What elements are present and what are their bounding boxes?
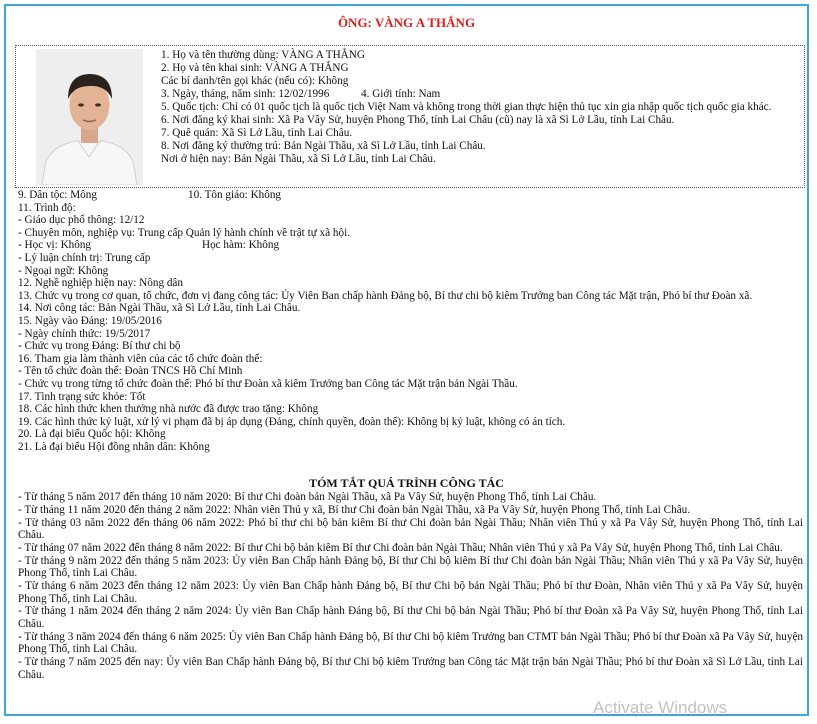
info-common-name: 1. Họ và tên thường dùng: VÀNG A THẮNG	[161, 49, 365, 61]
ethnicity: 9. Dân tộc: Mông	[18, 189, 97, 201]
page-title: ÔNG: VÀNG A THẮNG	[337, 15, 476, 30]
current-position: 13. Chức vụ trong cơ quan, tổ chức, đơn vị đang công tác: Ủy Viên Ban chấp hành Đảng bộ, Bí thư chi bộ kiêm Trưởng ban Công tác Mặt trận, Phó bí thư Đoàn xã.	[18, 289, 753, 302]
work-history-title: TÓM TẮT QUÁ TRÌNH CÔNG TÁC	[309, 476, 504, 490]
workplace: 14. Nơi công tác: Bản Ngài Thầu, xã Sì Lở Lầu, tỉnh Lai Châu.	[18, 302, 301, 315]
info-permanent-residence: 8. Nơi đăng ký thường trú: Bản Ngài Thầu, xã Sì Lở Lầu, tỉnh Lai Châu.	[161, 140, 486, 152]
work-history-item: - Từ tháng 1 năm 2024 đến tháng 2 năm 2024: Ủy viên Ban Chấp hành Đảng bộ, Bí thư Chi bộ bản Ngài Thầu; Phó bí thư Đoàn xã Pa Vây Sử, huyện Phong Thổ, tỉnh Lai Châu.	[18, 605, 803, 631]
work-history-item: - Từ tháng 7 năm 2025 đến nay: Ủy viên Ban Chấp hành Đảng bộ, Bí thư Chi bộ kiêm Trưởng ban Công tác Mặt trận bản Ngài Thầu; Phó bí thư Đoàn xã Sì Lở Lầu, tỉnh Lai Châu.	[18, 656, 803, 681]
organizations-heading: 16. Tham gia làm thành viên của các tổ chức đoàn thể:	[18, 352, 263, 365]
work-history-item: - Từ tháng 6 năm 2023 đến tháng 12 năm 2023: Ủy viên Ban Chấp hành Đảng bộ, Bí thư Chi bộ bản Ngài Thầu; Phó bí thư Đoàn, Nhân viên Thú y xã Pa Vây Sử, huyện Phong Thổ, tỉnh Lai Châu.	[18, 580, 803, 605]
education-heading: 11. Trình độ:	[18, 201, 76, 214]
info-hometown: 7. Quê quán: Xã Sì Lở Lầu, tỉnh Lai Châu.	[161, 127, 353, 139]
national-assembly-delegate: 20. Là đại biểu Quốc hội: Không	[18, 428, 166, 441]
info-birth-name: 2. Họ và tên khai sinh: VÀNG A THẮNG	[161, 62, 349, 74]
info-dob-gender	[161, 88, 801, 101]
organization-position: - Chức vụ trong từng tổ chức đoàn thể: Phó bí thư Đoàn xã kiêm Trưởng ban Công tác Mặt trận bản Ngài Thầu.	[18, 377, 518, 390]
general-education: - Giáo dục phổ thông: 12/12	[18, 214, 145, 227]
profile-details	[18, 189, 803, 453]
party-official-date: - Ngày chính thức: 19/5/2017	[18, 327, 151, 340]
religion: 10. Tôn giáo: Không	[188, 189, 282, 201]
health-status: 17. Tình trạng sức khỏe: Tốt	[18, 390, 146, 403]
portrait-image	[36, 49, 143, 185]
academic-rank: Học hàm: Không	[202, 239, 280, 252]
academic-degree: - Học vị: Không	[18, 239, 92, 252]
party-admission-date: 15. Ngày vào Đảng: 19/05/2016	[18, 314, 162, 327]
work-history-item: - Từ tháng 5 năm 2017 đến tháng 10 năm 2020: Bí thư Chi đoàn bản Ngài Thầu, xã Pa Vây Sử, huyện Phong Thổ, tỉnh Lai Châu.	[18, 491, 597, 503]
organization-name: - Tên tổ chức đoàn thể: Đoàn TNCS Hồ Chí Minh	[18, 365, 243, 378]
current-occupation: 12. Nghề nghiệp hiện nay: Nông dân	[18, 277, 183, 290]
work-history-item: - Từ tháng 3 năm 2024 đến tháng 6 năm 2025: Ủy viên Ban Chấp hành Đảng bộ, Bí thư Chi bộ kiêm Trưởng ban CTMT bản Ngài Thầu; Phó bí thư Đoàn xã Pa Vây Sử, huyện Phong Thổ, tỉnh Lai Châu.	[18, 630, 803, 656]
work-history-item: - Từ tháng 03 năm 2022 đến tháng 06 năm 2022: Phó bí thư chi bộ bản kiêm Bí thư Chi đoàn bản Ngài Thầu; Nhân viên Thú y xã Pa Vây Sử, huyện Phong Thổ, tỉnh Lai Châu.	[18, 516, 803, 542]
portrait-photo	[36, 49, 143, 185]
personal-info-lines	[161, 49, 801, 166]
peoples-council-delegate: 21. Là đại biểu Hội đồng nhân dân: Không	[18, 440, 210, 453]
work-history-item: - Từ tháng 9 năm 2022 đến tháng 5 năm 2023: Ủy viên Ban Chấp hành Đảng bộ, Bí thư Chi bộ kiêm Bí thư Chi đoàn bản Ngài Thầu; Nhân viên Thú y xã Pa Vây Sử, huyện Phong Thổ, tỉnh Lai Châu.	[18, 554, 803, 580]
foreign-language: - Ngoại ngữ: Không	[18, 264, 109, 277]
degree-rank-row	[18, 239, 803, 252]
info-current-residence: Nơi ở hiện nay: Bản Ngài Thầu, xã Sì Lở Lầu, tỉnh Lai Châu.	[161, 153, 436, 165]
work-history-item: - Từ tháng 07 năm 2022 đến tháng 8 năm 2022: Bí thư Chi bộ bản kiêm Bí thư Chi đoàn bản Ngài Thầu; Nhân viên Thú y xã Pa Vây Sử, huyện Phong Thổ, tỉnh Lai Châu.	[18, 541, 783, 554]
info-nationality: 5. Quốc tịch: Chỉ có 01 quốc tịch là quốc tịch Việt Nam và không trong thời gian thực hiện thủ tục xin gia nhập quốc tịch quốc gia khác.	[161, 101, 772, 113]
awards: 18. Các hình thức khen thưởng nhà nước đã được trao tặng: Không	[18, 403, 319, 416]
party-position: - Chức vụ trong Đảng: Bí thư chi bộ	[18, 340, 181, 353]
professional-qualification: - Chuyên môn, nghiệp vụ: Trung cấp Quản lý hành chính về trật tự xã hội.	[18, 226, 351, 239]
personal-info-box	[15, 45, 805, 188]
info-gender: 4. Giới tính: Nam	[361, 88, 441, 100]
info-birth-registration: 6. Nơi đăng ký khai sinh: Xã Pa Vây Sử, huyện Phong Thổ, tỉnh Lai Châu (cũ) nay là xã Sì Lở Lầu, tỉnh Lai Châu.	[161, 114, 675, 126]
ethnic-religion-row	[18, 189, 803, 202]
activate-windows-watermark: Activate Windows	[593, 698, 728, 717]
disciplinary-record: 19. Các hình thức kỷ luật, xử lý vi phạm đã bị áp dụng (Đảng, chính quyền, đoàn thể): Không bị kỷ luật, không có án tích.	[18, 415, 566, 428]
work-history-list	[18, 491, 803, 682]
info-dob: 3. Ngày, tháng, năm sinh: 12/02/1996	[161, 88, 330, 100]
political-theory: - Lý luận chính trị: Trung cấp	[18, 251, 151, 264]
info-aliases: Các bí danh/tên gọi khác (nếu có): Không	[161, 75, 349, 87]
work-history-item: - Từ tháng 11 năm 2020 đến tháng 2 năm 2022: Nhân viên Thú y xã, Bí thư Chi đoàn bản Ngài Thầu, xã Pa Vây Sử, huyện Phong Thổ, tỉnh Lai Châu.	[18, 503, 691, 516]
